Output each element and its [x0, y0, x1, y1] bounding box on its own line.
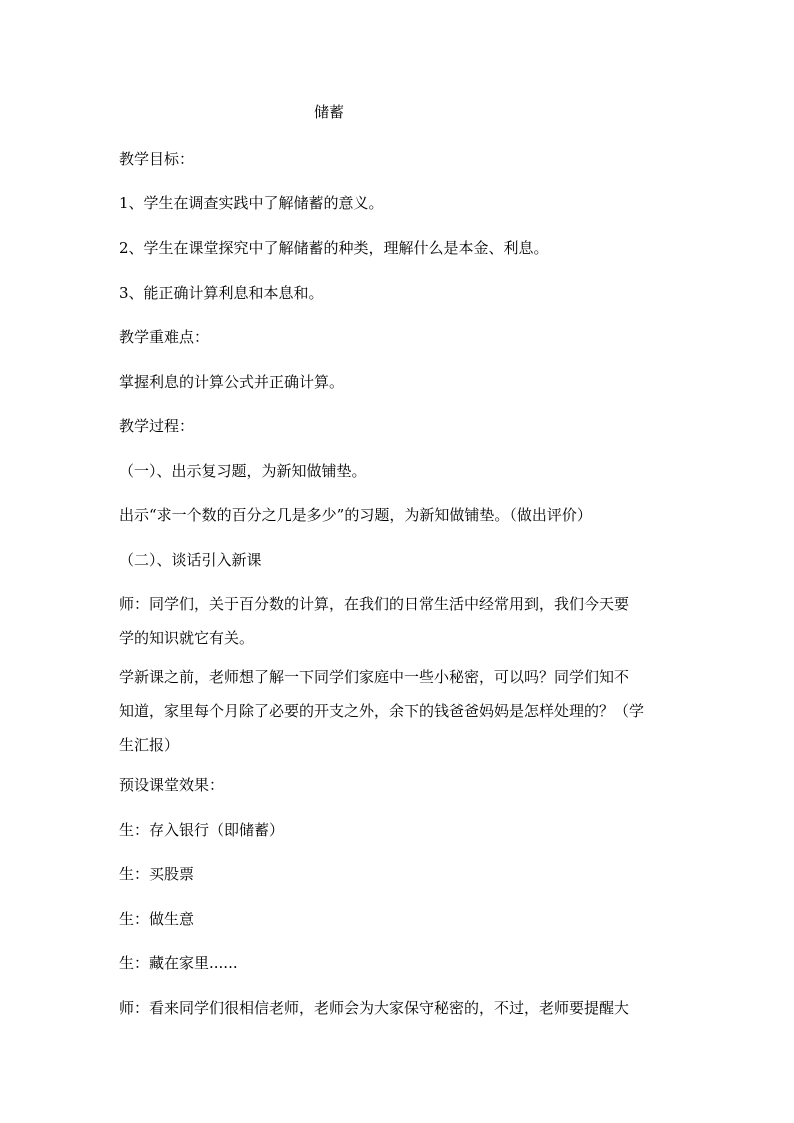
objective-item-1: 1、学生在调查实践中了解储蓄的意义。	[119, 194, 384, 212]
objective-item-2: 2、学生在课堂探究中了解储蓄的种类，理解什么是本金、利息。	[119, 239, 549, 257]
student-answer-2: 生：买股票	[119, 865, 195, 883]
student-answer-4: 生：藏在家里......	[119, 954, 238, 972]
before-class-paragraph	[119, 660, 679, 762]
document-title: 储蓄	[314, 103, 345, 121]
teacher-intro-line-2: 学的知识就它有关。	[119, 629, 255, 647]
teacher-reminder-text: 师：看来同学们很相信老师，老师会为大家保守秘密的，不过，老师要提醒大	[119, 999, 630, 1017]
key-points-text: 掌握利息的计算公式并正确计算。	[119, 373, 345, 391]
review-exercise-text: 出示“求一个数的百分之几是多少”的习题，为新知做铺垫。（做出评价）	[119, 506, 592, 524]
student-answer-1: 生：存入银行（即储蓄）	[119, 821, 285, 839]
teacher-intro-line-1: 师：同学们，关于百分数的计算，在我们的日常生活中经常用到，我们今天要	[119, 595, 630, 613]
objective-item-3: 3、能正确计算利息和本息和。	[119, 284, 324, 302]
process-heading: 教学过程：	[119, 417, 195, 435]
section-one-heading: （一）、出示复习题，为新知做铺垫。	[119, 462, 367, 480]
teacher-intro-paragraph	[119, 587, 679, 655]
section-two-heading: （二）、谈话引入新课	[119, 551, 262, 569]
student-answer-3: 生：做生意	[119, 910, 195, 928]
before-class-line-3: 生汇报）	[119, 736, 180, 754]
before-class-line-2: 知道，家里每个月除了必要的开支之外，余下的钱爸爸妈妈是怎样处理的？（学	[119, 702, 645, 720]
effects-heading: 预设课堂效果：	[119, 776, 225, 794]
before-class-line-1: 学新课之前，老师想了解一下同学们家庭中一些小秘密，可以吗？同学们知不	[119, 668, 630, 686]
objectives-heading: 教学目标：	[119, 150, 195, 168]
key-points-heading: 教学重难点：	[119, 328, 210, 346]
